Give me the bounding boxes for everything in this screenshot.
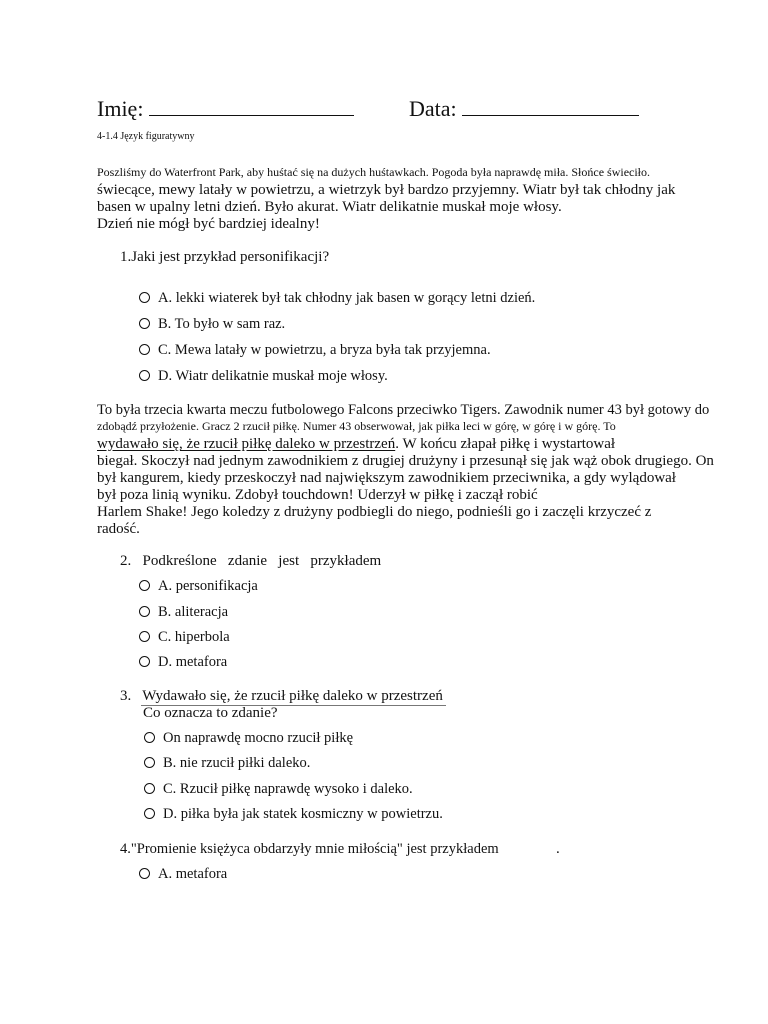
q2-question: 2. Podkreślone zdanie jest przykładem (120, 553, 382, 569)
passage2-line5: był kangurem, kiedy przeskoczył nad największym zawodnikiem przeciwnika, a gdy wylądował (97, 470, 676, 486)
radio-icon[interactable] (139, 318, 150, 329)
q3-option-c-label: C. Rzucił piłkę naprawdę wysoko i daleko. (163, 781, 413, 797)
radio-icon[interactable] (144, 808, 155, 819)
q1-option-b-label: B. To było w sam raz. (158, 316, 286, 332)
radio-icon[interactable] (139, 580, 150, 591)
name-blank[interactable] (149, 97, 354, 116)
date-label: Data: (409, 96, 457, 121)
q1-option-a-label: A. lekki wiaterek był tak chłodny jak basen w gorący letni dzień. (158, 290, 536, 306)
q1-option-b[interactable] (139, 316, 285, 333)
radio-icon[interactable] (139, 868, 150, 879)
q3-option-c[interactable] (144, 781, 413, 798)
radio-icon[interactable] (144, 783, 155, 794)
q3-option-b[interactable] (144, 755, 310, 772)
underlined-sentence: wydawało się, że rzucił piłkę daleko w przestrzeń (97, 436, 396, 452)
passage1-line1: Poszliśmy do Waterfront Park, aby huśtać się na dużych huśtawkach. Pogoda była naprawdę miła. Słońce świeciło. (97, 165, 651, 179)
q2-option-c-label: C. hiperbola (158, 629, 230, 645)
name-label: Imię: (97, 96, 144, 121)
date-field (409, 96, 639, 122)
name-field (97, 96, 354, 122)
q3-option-a[interactable] (144, 730, 353, 747)
q2-option-b[interactable] (139, 604, 228, 621)
q1-option-a[interactable] (139, 290, 535, 307)
q4-option-a[interactable] (139, 866, 227, 883)
passage2-line1: To była trzecia kwarta meczu futbolowego Falcons przeciwko Tigers. Zawodnik numer 43 był gotowy do (97, 402, 710, 418)
passage2-line2: zdobądź przyłożenie. Gracz 2 rzucił piłkę. Numer 43 obserwował, jak piłka leci w górę, w górę i w górę. To (97, 419, 616, 433)
q2-option-b-label: B. aliteracja (158, 604, 229, 620)
q1-option-c-label: C. Mewa latały w powietrzu, a bryza była tak przyjemna. (158, 342, 491, 358)
passage2-line6: był poza linią wyniku. Zdobył touchdown! Uderzył w piłkę i zaczął robić (97, 487, 538, 503)
passage2-line7: Harlem Shake! Jego koledzy z drużyny podbiegli do niego, podnieśli go i zaczęli krzyczeć z (97, 504, 652, 520)
q4-option-a-label: A. metafora (158, 866, 228, 882)
radio-icon[interactable] (139, 370, 150, 381)
q3-option-a-label: On naprawdę mocno rzucił piłkę (163, 730, 354, 746)
q3-option-d-label: D. piłka była jak statek kosmiczny w powietrzu. (163, 806, 443, 822)
q3-question: 3. Wydawało się, że rzucił piłkę daleko w przestrzeń (120, 688, 443, 704)
q1-option-c[interactable] (139, 342, 491, 359)
passage2-line3 (97, 436, 615, 453)
radio-icon[interactable] (139, 606, 150, 617)
q3-question-line2: Co oznacza to zdanie? (143, 705, 278, 721)
passage1-line3: basen w upalny letni dzień. Było akurat. Wiatr delikatnie muskał moje włosy. (97, 199, 562, 215)
passage2-line8: radość. (97, 521, 140, 537)
radio-icon[interactable] (139, 292, 150, 303)
subtitle: 4-1.4 Język figuratywny (97, 131, 195, 142)
passage1-line4: Dzień nie mógł być bardziej idealny! (97, 216, 320, 232)
q1-question: 1.Jaki jest przykład personifikacji? (120, 249, 330, 265)
q1-option-d[interactable] (139, 368, 388, 385)
q2-option-a[interactable] (139, 578, 258, 595)
q3-option-b-label: B. nie rzucił piłki daleko. (163, 755, 311, 771)
q2-option-c[interactable] (139, 629, 230, 646)
q1-option-d-label: D. Wiatr delikatnie muskał moje włosy. (158, 368, 388, 384)
q2-option-d-label: D. metafora (158, 654, 228, 670)
passage2-line3-rest: . W końcu złapał piłkę i wystartował (395, 436, 616, 452)
radio-icon[interactable] (139, 656, 150, 667)
radio-icon[interactable] (139, 344, 150, 355)
passage1-line2: świecące, mewy latały w powietrzu, a wietrzyk był bardzo przyjemny. Wiatr był tak chłodny jak (97, 182, 676, 198)
q4-question-end: . (556, 841, 560, 857)
radio-icon[interactable] (139, 631, 150, 642)
radio-icon[interactable] (144, 732, 155, 743)
radio-icon[interactable] (144, 757, 155, 768)
q2-option-d[interactable] (139, 654, 227, 671)
q4-question: 4."Promienie księżyca obdarzyły mnie miłością" jest przykładem (120, 841, 499, 857)
date-blank[interactable] (462, 97, 639, 116)
passage2-line4: biegał. Skoczył nad jednym zawodnikiem z drugiej drużyny i przesunął się jak wąż obok drugiego. On (97, 453, 714, 469)
q3-option-d[interactable] (144, 806, 443, 823)
q2-option-a-label: A. personifikacja (158, 578, 258, 594)
